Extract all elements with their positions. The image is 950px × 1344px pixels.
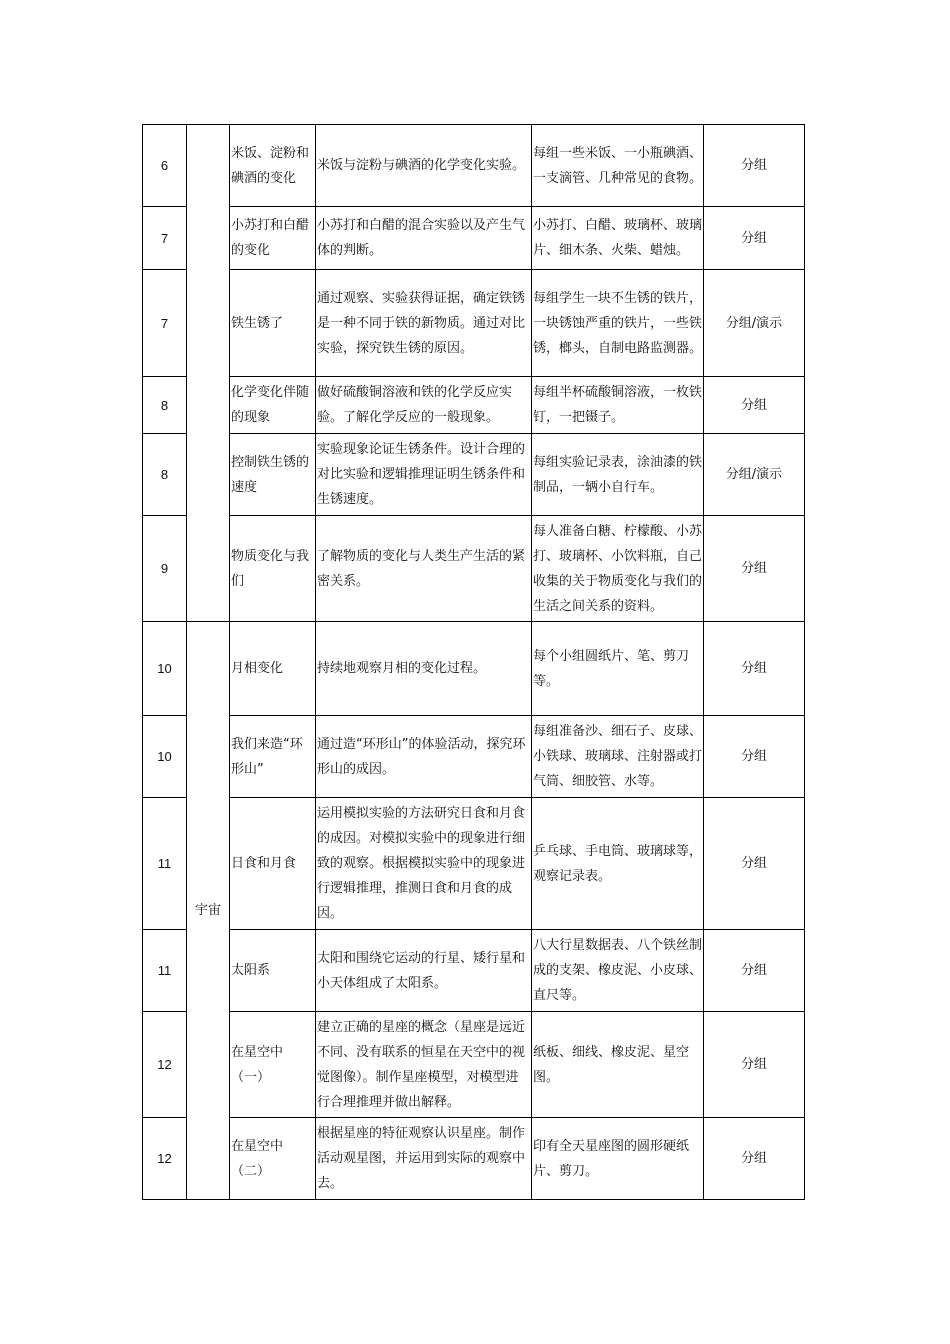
lesson-plan-table [142, 124, 805, 1200]
lesson-cell: 化学变化伴随的现象 [230, 377, 316, 434]
week-cell: 6 [143, 125, 187, 207]
table-row [143, 798, 805, 930]
week-cell: 11 [143, 798, 187, 930]
lesson-cell: 控制铁生锈的速度 [230, 434, 316, 516]
objective-cell: 建立正确的星座的概念（星座是远近不同、没有联系的恒星在天空中的视觉图像）。制作星座模型，对模型进行合理推理并做出解释。 [316, 1012, 532, 1118]
objective-cell: 根据星座的特征观察认识星座。制作活动观星图，并运用到实际的观察中去。 [316, 1118, 532, 1200]
table-row [143, 434, 805, 516]
materials-cell: 八大行星数据表、八个铁丝制成的支架、橡皮泥、小皮球、直尺等。 [532, 930, 704, 1012]
week-cell: 8 [143, 434, 187, 516]
lesson-cell: 小苏打和白醋的变化 [230, 207, 316, 270]
table-row [143, 377, 805, 434]
lesson-cell: 铁生锈了 [230, 270, 316, 377]
materials-cell: 每组半杯硫酸铜溶液，一枚铁钉，一把镊子。 [532, 377, 704, 434]
table-row [143, 716, 805, 798]
materials-cell: 每个小组圆纸片、笔、剪刀等。 [532, 622, 704, 716]
week-cell: 12 [143, 1012, 187, 1118]
materials-cell: 每组实验记录表，涂油漆的铁制品，一辆小自行车。 [532, 434, 704, 516]
mode-cell: 分组 [704, 1012, 805, 1118]
objective-cell: 做好硫酸铜溶液和铁的化学反应实验。了解化学反应的一般现象。 [316, 377, 532, 434]
table-row [143, 516, 805, 622]
mode-cell: 分组/演示 [704, 434, 805, 516]
objective-cell: 持续地观察月相的变化过程。 [316, 622, 532, 716]
objective-cell: 小苏打和白醋的混合实验以及产生气体的判断。 [316, 207, 532, 270]
lesson-cell: 米饭、淀粉和碘酒的变化 [230, 125, 316, 207]
week-cell: 7 [143, 270, 187, 377]
week-cell: 9 [143, 516, 187, 622]
table-row [143, 1012, 805, 1118]
materials-cell: 每组准备沙、细石子、皮球、小铁球、玻璃球、注射器或打气筒、细胶管、水等。 [532, 716, 704, 798]
mode-cell: 分组 [704, 516, 805, 622]
table-row [143, 270, 805, 377]
week-cell: 10 [143, 716, 187, 798]
lesson-cell: 月相变化 [230, 622, 316, 716]
table-row [143, 622, 805, 716]
objective-cell: 太阳和围绕它运动的行星、矮行星和小天体组成了太阳系。 [316, 930, 532, 1012]
lesson-cell: 太阳系 [230, 930, 316, 1012]
week-cell: 8 [143, 377, 187, 434]
materials-cell: 印有全天星座图的圆形硬纸片、剪刀。 [532, 1118, 704, 1200]
objective-cell: 实验现象论证生锈条件。设计合理的对比实验和逻辑推理证明生锈条件和生锈速度。 [316, 434, 532, 516]
mode-cell: 分组 [704, 377, 805, 434]
mode-cell: 分组 [704, 716, 805, 798]
mode-cell: 分组 [704, 125, 805, 207]
unit-cell-universe: 宇宙 [187, 622, 230, 1200]
week-cell: 10 [143, 622, 187, 716]
materials-cell: 纸板、细线、橡皮泥、星空图。 [532, 1012, 704, 1118]
objective-cell: 通过造“环形山”的体验活动，探究环形山的成因。 [316, 716, 532, 798]
lesson-cell: 在星空中（二） [230, 1118, 316, 1200]
week-cell: 7 [143, 207, 187, 270]
materials-cell: 每组一些米饭、一小瓶碘酒、一支滴管、几种常见的食物。 [532, 125, 704, 207]
mode-cell: 分组 [704, 798, 805, 930]
lesson-cell: 我们来造“环形山” [230, 716, 316, 798]
table-row [143, 125, 805, 207]
objective-cell: 米饭与淀粉与碘酒的化学变化实验。 [316, 125, 532, 207]
objective-cell: 通过观察、实验获得证据，确定铁锈是一种不同于铁的新物质。通过对比实验，探究铁生锈的原因。 [316, 270, 532, 377]
mode-cell: 分组/演示 [704, 270, 805, 377]
table-row [143, 930, 805, 1012]
lesson-cell: 日食和月食 [230, 798, 316, 930]
mode-cell: 分组 [704, 622, 805, 716]
objective-cell: 运用模拟实验的方法研究日食和月食的成因。对模拟实验中的现象进行细致的观察。根据模拟实验中的现象进行逻辑推理，推测日食和月食的成因。 [316, 798, 532, 930]
objective-cell: 了解物质的变化与人类生产生活的紧密关系。 [316, 516, 532, 622]
materials-cell: 乒乓球、手电筒、玻璃球等，观察记录表。 [532, 798, 704, 930]
materials-cell: 每组学生一块不生锈的铁片，一块锈蚀严重的铁片，一些铁锈，榔头，自制电路监测器。 [532, 270, 704, 377]
unit-cell-matter [187, 125, 230, 622]
mode-cell: 分组 [704, 1118, 805, 1200]
week-cell: 11 [143, 930, 187, 1012]
mode-cell: 分组 [704, 207, 805, 270]
lesson-cell: 物质变化与我们 [230, 516, 316, 622]
table-row [143, 1118, 805, 1200]
mode-cell: 分组 [704, 930, 805, 1012]
lesson-cell: 在星空中（一） [230, 1012, 316, 1118]
materials-cell: 小苏打、白醋、玻璃杯、玻璃片、细木条、火柴、蜡烛。 [532, 207, 704, 270]
week-cell: 12 [143, 1118, 187, 1200]
materials-cell: 每人准备白糖、柠檬酸、小苏打、玻璃杯、小饮料瓶，自己收集的关于物质变化与我们的生活之间关系的资料。 [532, 516, 704, 622]
table-row [143, 207, 805, 270]
